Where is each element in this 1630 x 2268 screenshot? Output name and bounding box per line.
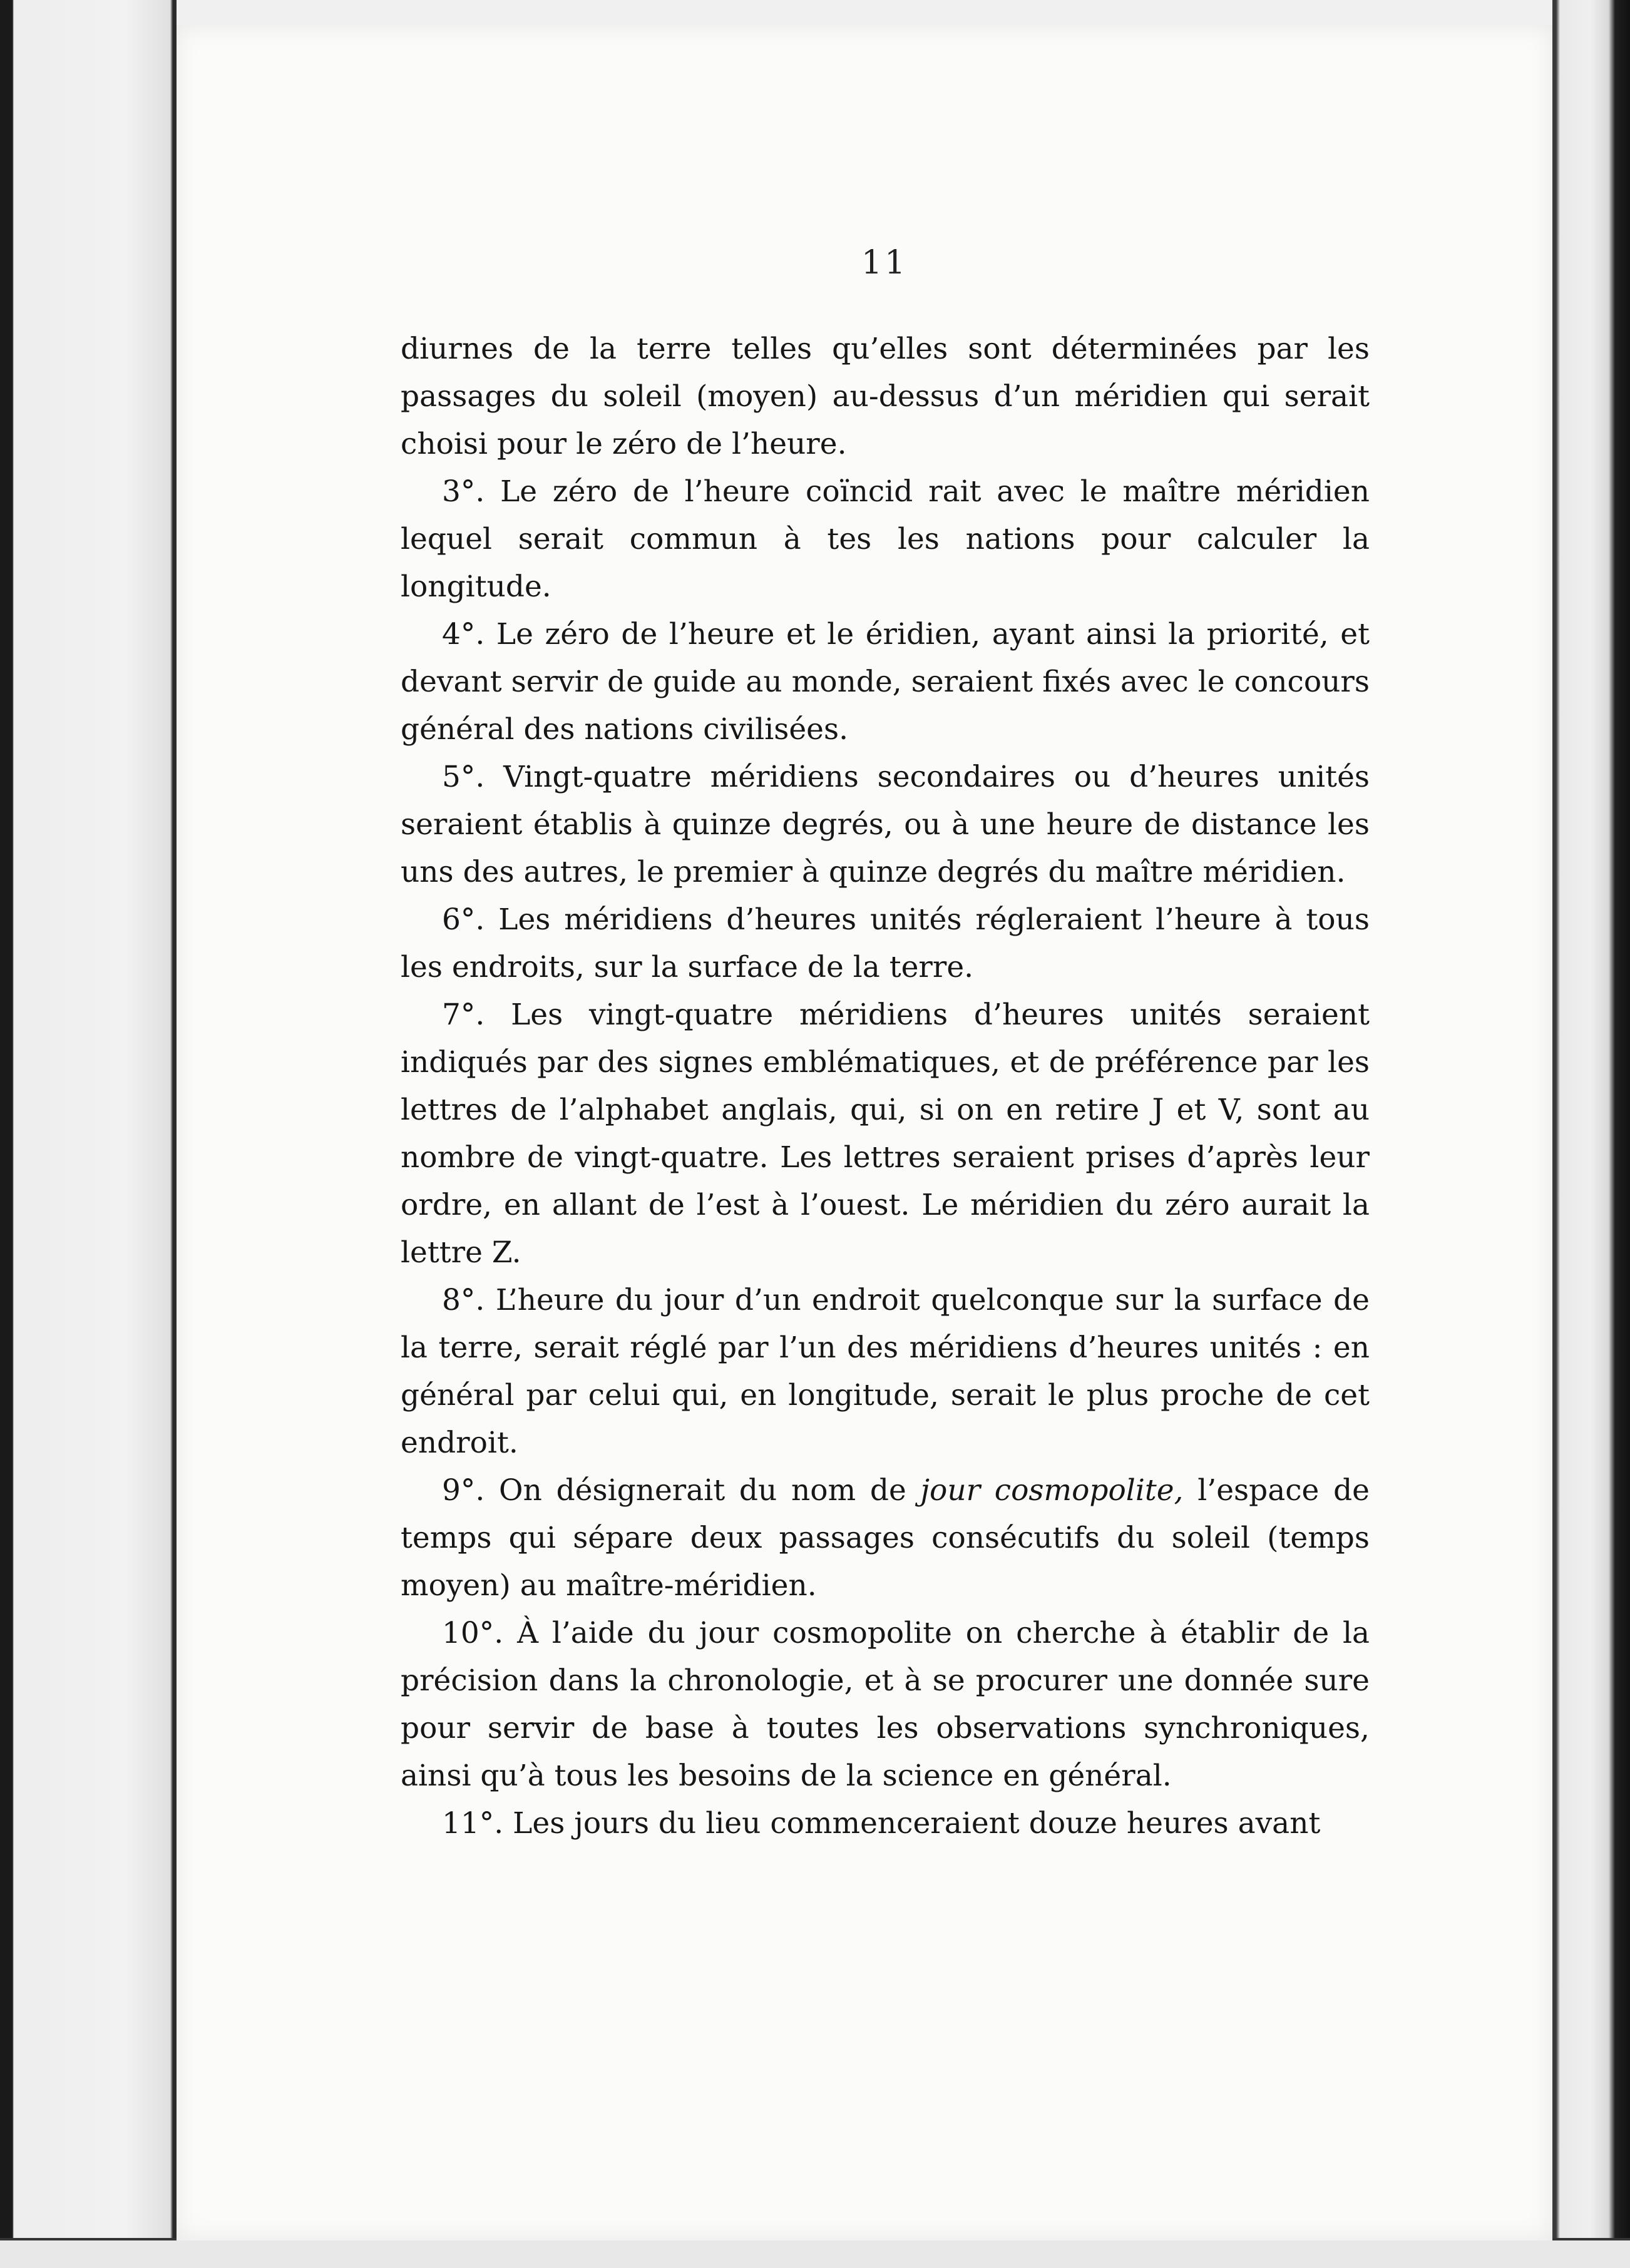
paragraph-item-4: 4°. Le zéro de l’heure et le éridien, ayant ainsi la priorité, et devant servir de guide au monde, seraient fixés avec le concours général des nations civilisées. (401, 617, 1370, 747)
paragraph-item-9 (401, 1467, 1370, 1610)
scan-right-margin (1552, 0, 1630, 2268)
paragraph-continuation: diurnes de la terre telles qu’elles sont déterminées par les passages du soleil (moyen) au-dessus d’un méridien qui serait choisi pour le zéro de l’heure. (401, 332, 1370, 461)
page-number: 11 (861, 244, 908, 282)
italic-term: jour cosmopolite, (920, 1473, 1184, 1508)
scan-bottom-edge (0, 2238, 1630, 2268)
paragraph-item-8: 8°. L’heure du jour d’un endroit quelconque sur la surface de la terre, serait réglé par l’un des méridiens d’heures unités : en général par celui qui, en longitude, serait le plus proche de cet endroit. (401, 1283, 1370, 1460)
scan-top-edge (0, 0, 1630, 27)
scan-left-margin (0, 0, 177, 2268)
paragraph-item-5: 5°. Vingt-quatre méridiens secondaires ou d’heures unités seraient établis à quinze degrés, ou à une heure de distance les uns des autres, le premier à quinze degrés du maître méridien. (401, 760, 1370, 889)
paragraph-item-9-start: 9°. On désignerait du nom de (442, 1473, 921, 1508)
paragraph-item-11: 11°. Les jours du lieu commenceraient douze heures avant (442, 1806, 1321, 1841)
body-text (401, 325, 1370, 1847)
paragraph-item-9-end: l’espace de temps qui sépare deux passages consécutifs du soleil (temps moyen) au maître-méridien. (401, 1473, 1370, 1603)
paragraph-item-10: 10°. À l’aide du jour cosmopolite on cherche à établir de la précision dans la chronologie, et à se procurer une donnée sure pour servir de base à toutes les observations synchroniques, ainsi qu’à tous les besoins de la science en général. (401, 1616, 1370, 1793)
paragraph-item-7: 7°. Les vingt-quatre méridiens d’heures unités seraient indiqués par des signes emblématiques, et de préférence par les lettres de l’alphabet anglais, qui, si on en retire J et V, sont au nombre de vingt-quatre. Les lettres seraient prises d’après leur ordre, en allant de l’est à l’ouest. Le méridien du zéro aurait la lettre Z. (401, 998, 1370, 1270)
paragraph-item-3: 3°. Le zéro de l’heure coïncid rait avec le maître méridien lequel serait commun à tes les nations pour calculer la longitude. (401, 474, 1370, 604)
paragraph-item-6: 6°. Les méridiens d’heures unités régleraient l’heure à tous les endroits, sur la surface de la terre. (401, 902, 1370, 984)
